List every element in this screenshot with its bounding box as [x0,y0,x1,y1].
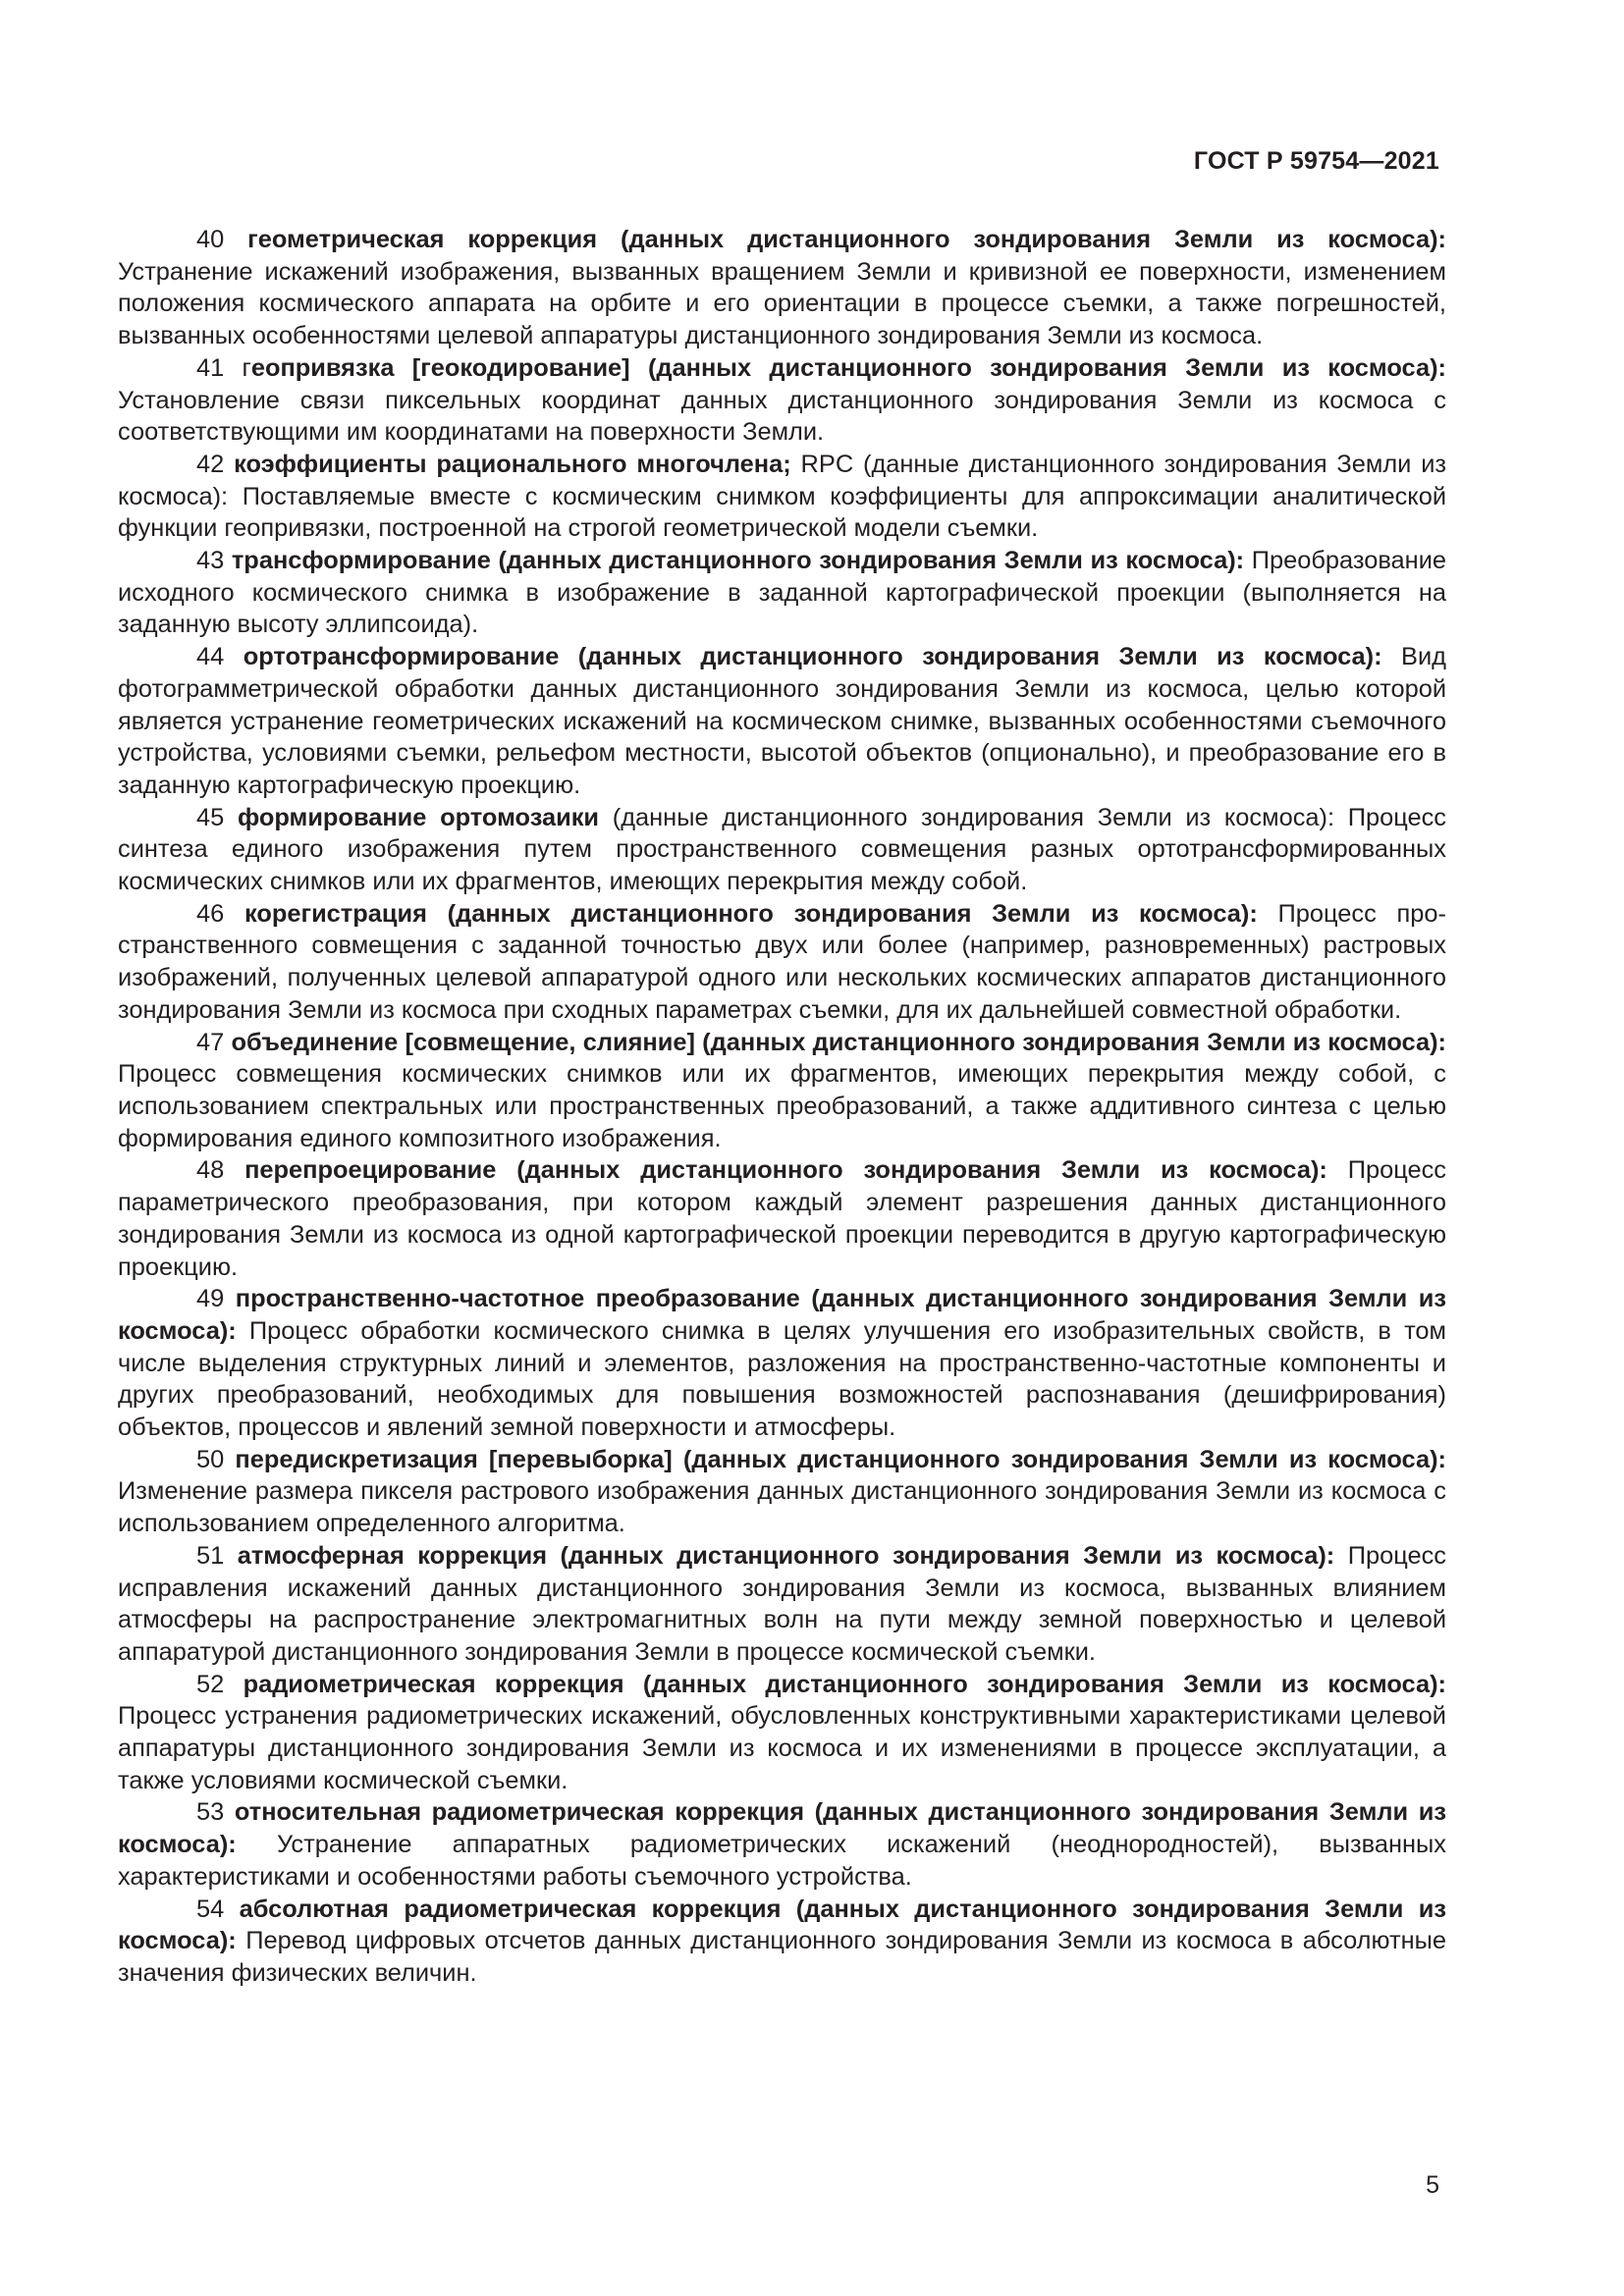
entry-number: 47 [196,1028,232,1056]
term-entry-40 [118,224,1446,352]
term-definition: Вид фотограмметрической обработки данных дистанционного зондирования Земли из космоса, целью которой является устранение геометрических искажений на космическом снимке, вызванных особенностями съемочного устройства, условиями съемки, рельефом местности, высотой объектов (опционально), и преобразование его в заданную картографическую проекцию. [118,643,1446,799]
term-definition: RPC (данные дистанционного зондирования Земли из космоса): Поставляемые вместе с космическим снимком коэффициенты для аппроксимации аналитической функции геопривязки, построенной на строгой геометрической модели съемки. [118,450,1447,543]
entry-number: 54 [196,1895,240,1923]
entry-number: 53 [196,1798,235,1827]
term-name: пространственно-частотное преобразование (данных дистанционного зондирования Земли из космоса): [118,1285,1447,1345]
term-definition: Устранение аппаратных радиометрических искажений (неоднородностей), вызванных характеристиками и особенностями работы съемочного устройства. [118,1831,1446,1891]
term-definition: Процесс совмещения космических снимков или их фрагментов, имеющих перекрытия между собой, с использованием спектральных или пространственных преобразований, а также аддитивного синтеза с целью формирования единого композитного изображения. [118,1060,1446,1152]
term-definition: Установление связи пиксельных координат данных дистанционного зондирования Земли из космоса с соответствующими им координатами на поверхности Земли. [118,386,1446,447]
term-definition: Процесс устранения радиометрических искажений, обусловленных конструктивными характеристиками целевой аппаратуры дистанционного зондирования Земли из космоса и их изменениями в процессе эксплуатации, а также условиями космической съемки. [118,1702,1446,1794]
term-name: коэффициенты рационального многочлена; [234,450,791,478]
entry-number: 40 [196,226,248,253]
standard-designation: ГОСТ Р 59754—2021 [1193,147,1439,175]
term-name: объединение [совмещение, слияние] (данных дистанционного зондирования Земли из космоса): [231,1028,1447,1056]
entry-number: 44 [196,643,244,671]
term-definition: Преобразование исходного космического снимка в изображение в заданной картографической проекции (выполняется на заданную высоту эллипсоида). [118,547,1446,639]
term-definition: Изменение размера пикселя растрового изображения данных дистанционного зондирования Земли из космоса с использованием определенного алгоритма. [118,1477,1446,1538]
term-name: корегистрация (данных дистанционного зондирования Земли из космоса): [244,899,1258,928]
term-entry-53 [118,1796,1446,1893]
entry-number: 48 [196,1156,245,1185]
term-definition: Устранение искажений изображения, вызванных вращением Земли и кривизной ее поверхности, изменением положения космического аппарата на орбите и его ориентации в процессе съемки, а также погрешностей, вызванных особенностями целевой аппаратуры дистанционного зондирования Земли из космоса. [118,257,1446,350]
term-entry-47 [118,1027,1446,1155]
term-name: геометрическая коррекция (данных дистанционного зондирования Земли из космоса): [247,226,1447,253]
term-name: перепроецирование (данных дистанционного зондирования Земли из космоса): [244,1156,1327,1185]
term-entry-41 [118,352,1446,449]
term-definition: Процесс исправления искажений данных дистанционного зондирования Земли из космоса, вызванных влиянием атмосферы на распространение электромагнитных волн на пути между земной поверхностью и целевой аппаратурой дистанционного зондирования Земли в процессе космической съемки. [118,1541,1446,1666]
term-definition: Процесс обработки космического снимка в целях улучшения его изобразительных свойств, в том числе выделения структурных линий и элементов, разложения на пространственно-частотные компоненты и других преобразований, необходимых для повышения возможностей распознавания (дешифрирования) объектов, процессов и явлений земной поверхности и атмосферы. [118,1316,1446,1442]
term-definition: Перевод цифровых отсчетов данных дистанционного зондирования Земли из космоса в абсолютные значения физических величин. [118,1927,1446,1987]
terms-list [118,224,1446,1990]
term-definition: Процесс пространственного совмещения с заданной точностью двух или более (например, разновременных) растровых изображений, полученных целевой аппаратурой одного или нескольких космических аппаратов дистанционного зондирования Земли из космоса при сходных параметрах съемки, для их дальнейшей совместной обработки. [118,899,1446,1024]
term-name: ортотрансформирование (данных дистанционного зондирования Земли из космоса): [243,643,1382,671]
term-name: трансформирование (данных дистанционного зондирования Земли из космоса): [231,547,1245,575]
term-entry-51 [118,1540,1446,1669]
entry-number: 46 [196,899,244,928]
term-entry-43 [118,545,1446,641]
term-name: передискретизация [перевыборка] (данных дистанционного зондирования Земли из космоса): [235,1445,1447,1473]
entry-number: 51 [196,1541,238,1570]
entry-number: 49 [196,1285,236,1313]
term-name: формирование ортомозаики [237,803,600,831]
term-entry-52 [118,1669,1446,1797]
term-name: атмосферная коррекция (данных дистанционного зондирования Земли из космоса): [237,1541,1335,1570]
entry-number: 43 [196,547,232,575]
term-name: радиометрическая коррекция (данных дистанционного зондирования Земли из космоса): [243,1670,1446,1698]
term-definition: Процесс параметрического преобразования, при котором каждый элемент разрешения данных дистанционного зондирования Земли из космоса из одной картографической проекции переводится в другую картографическую проекцию. [118,1156,1447,1281]
entry-number: 52 [196,1670,244,1698]
term-name: абсолютная радиометрическая коррекция (данных дистанционного зондирования Земли из космоса): [118,1895,1446,1955]
entry-number: 41 г [196,353,251,382]
entry-number: 50 [196,1445,236,1473]
term-entry-50 [118,1444,1446,1540]
term-entry-46 [118,898,1446,1027]
term-definition: (данные дистанционного зондирования Земли из космоса): Процесс синтеза единого изображения путем пространственного совмещения разных ортотрансформированных космических снимков или их фрагментов, имеющих перекрытия между собой. [118,803,1446,896]
page-number: 5 [1426,2171,1439,2199]
term-entry-54 [118,1894,1446,1990]
term-entry-44 [118,641,1446,802]
term-name: еопривязка [геокодирование] (данных дистанционного зондирования Земли из космоса): [250,353,1447,382]
entry-number: 45 [196,803,238,831]
term-entry-42 [118,449,1446,545]
term-entry-45 [118,802,1446,898]
term-name: относительная радиометрическая коррекция (данных дистанционного зондирования Земли из космоса): [118,1798,1446,1859]
term-entry-49 [118,1283,1446,1444]
entry-number: 42 [196,450,235,478]
term-entry-48 [118,1154,1446,1283]
